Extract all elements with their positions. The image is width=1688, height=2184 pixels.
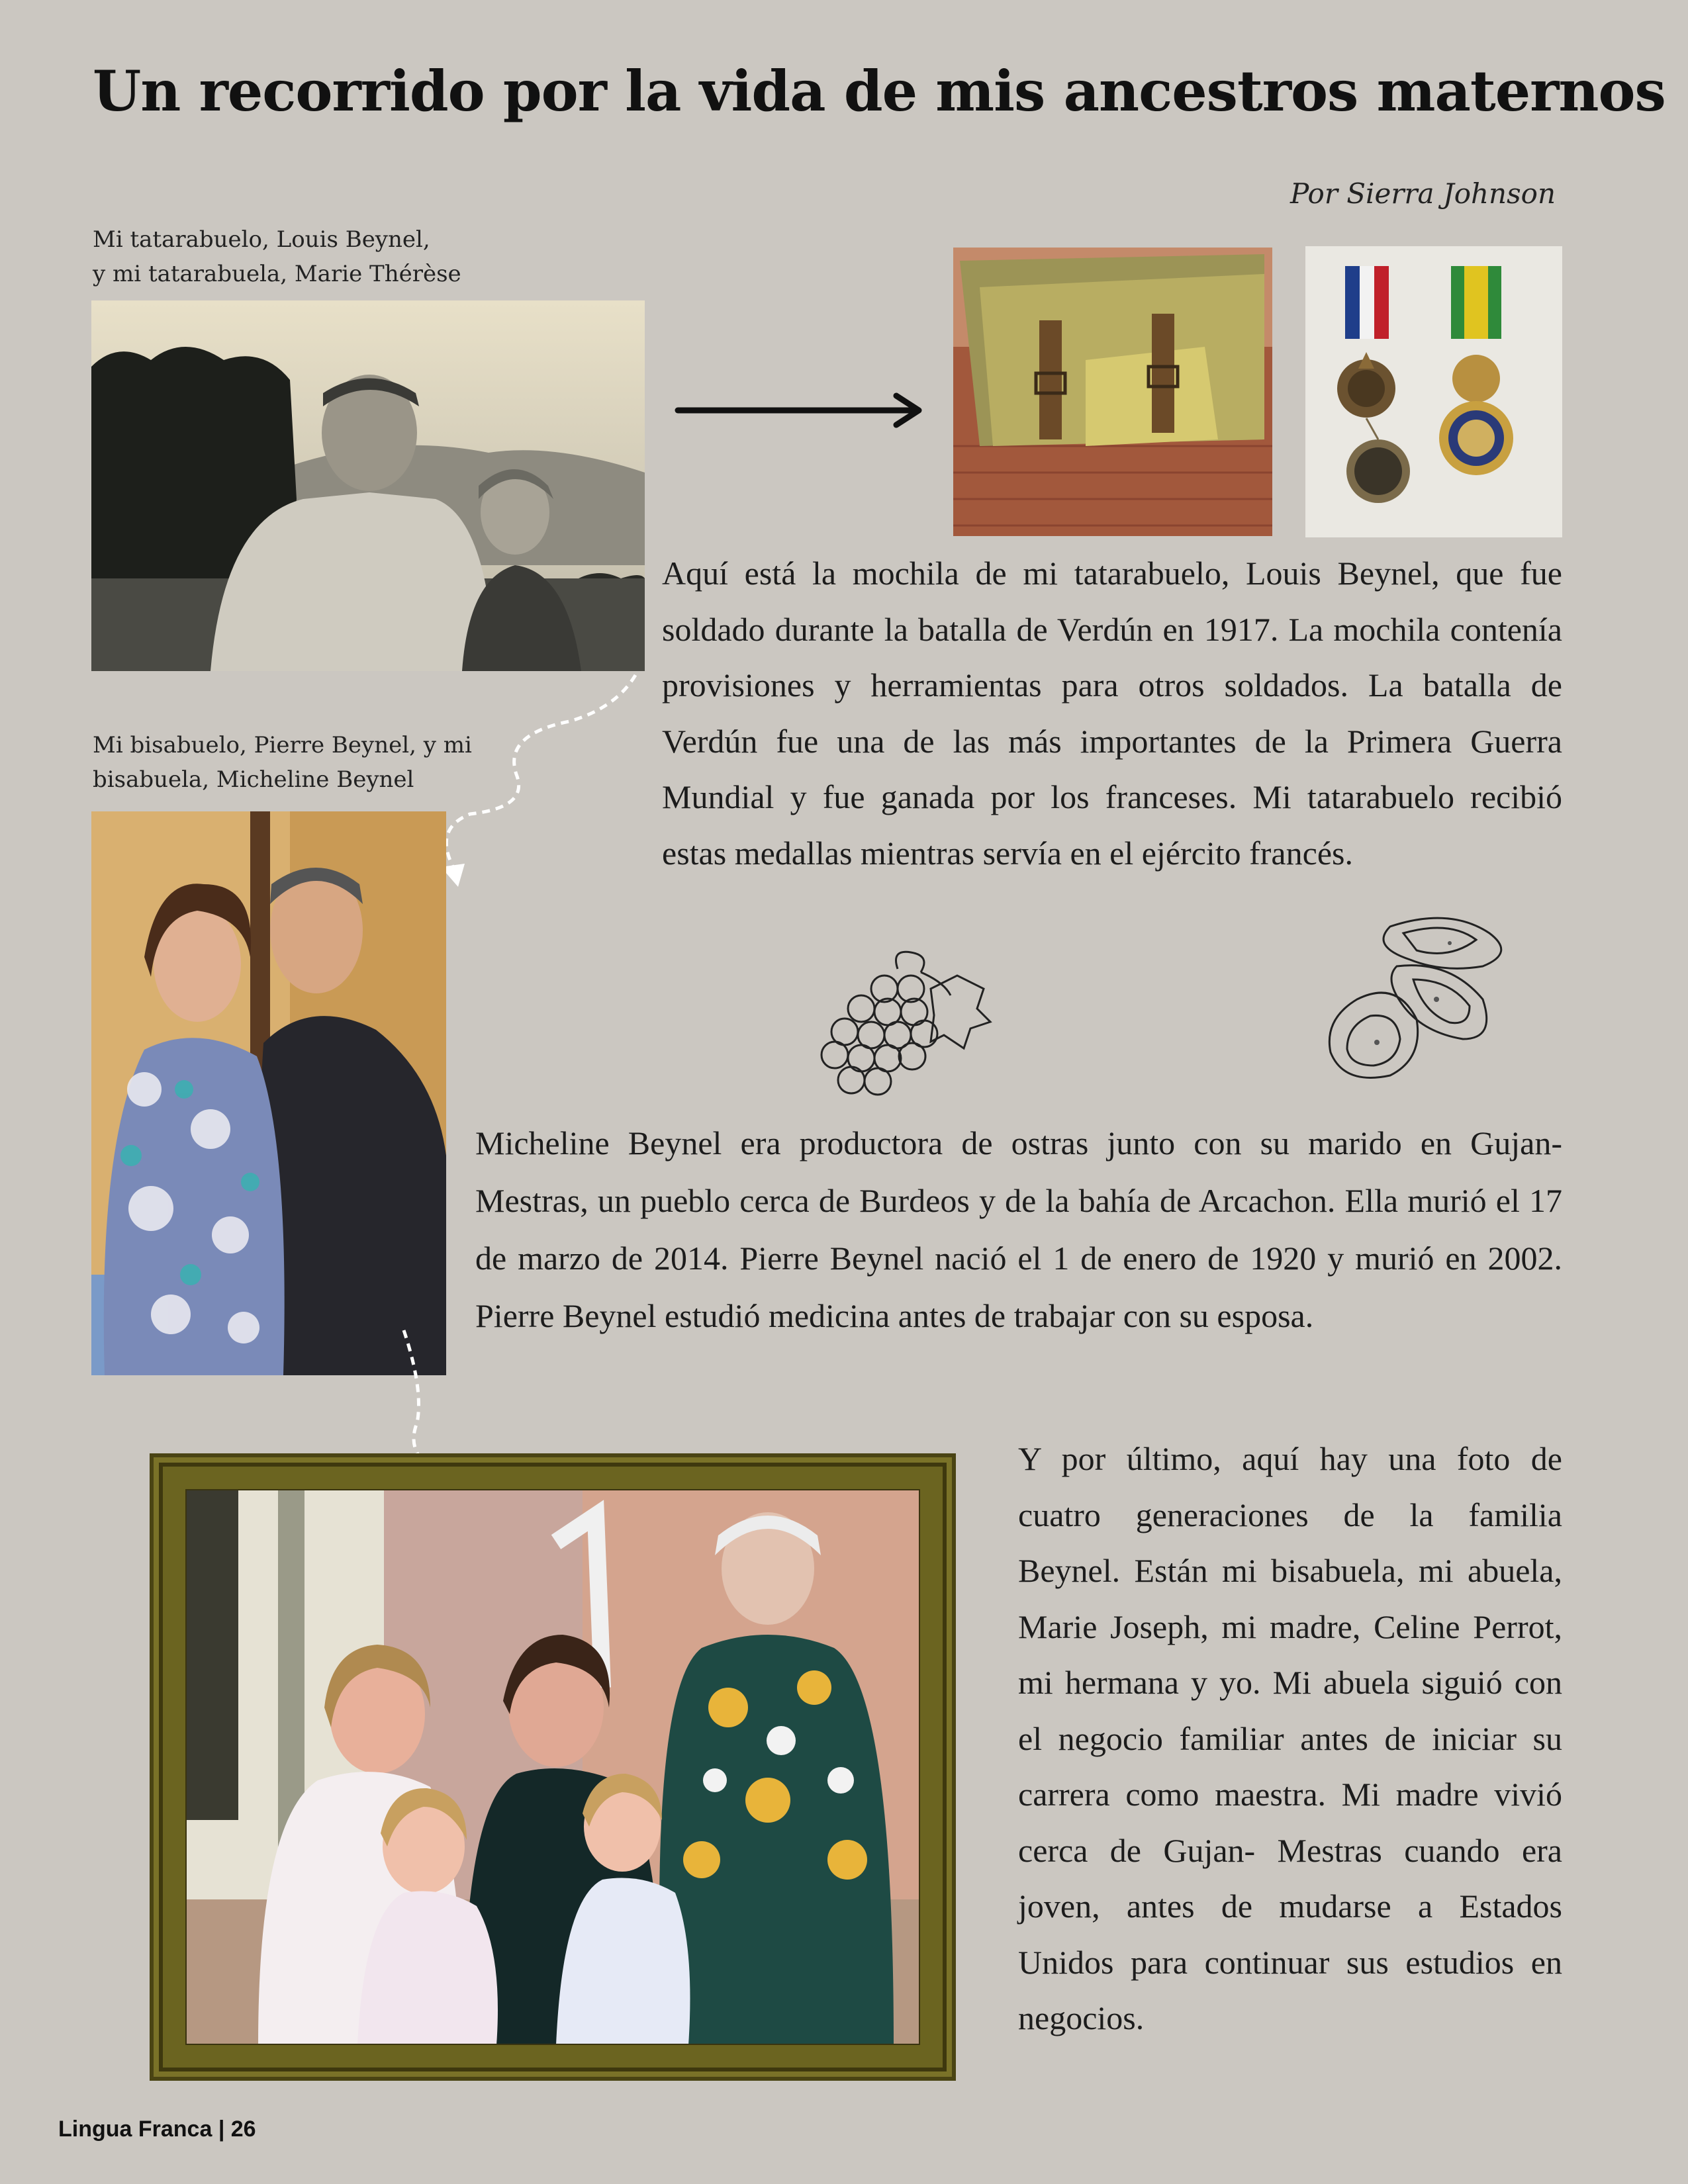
photo-medals <box>1305 246 1562 537</box>
page-footer: Lingua Franca | 26 <box>58 2116 256 2142</box>
dashed-arrow-icon <box>424 662 675 900</box>
paragraph-backpack: Aquí está la mochila de mi tatarabuelo, Louis Beynel, que fue soldado durante la batalla de Verdún en 1917. La mochila contenía provisiones y herramientas para otros soldados. La batalla de Verdún fue una de las más importantes de la Primera Guerra Mundial y fue ganada por los franceses. Mi tatarabuelo recibió estas medallas mientras servía en el ejército francés. <box>662 555 1562 872</box>
caption-great-grandparents <box>93 728 472 797</box>
caption-line: Mi bisabuelo, Pierre Beynel, y mi <box>93 732 472 758</box>
caption-line: bisabuela, Micheline Beynel <box>93 766 414 793</box>
paragraph-oysters: Micheline Beynel era productora de ostras junto con su marido en Gujan- Mestras, un pueblo cerca de Burdeos y de la bahía de Arcachon. Ella murió el 17 de marzo de 2014. Pierre Beynel nació el 1 de enero de 1920 y murió en 2002. Pierre Beynel estudió medicina antes de trabajar con su esposa. <box>475 1124 1562 1334</box>
photo-four-generations <box>185 1489 920 2045</box>
byline: Por Sierra Johnson <box>1290 177 1556 210</box>
photo-backpack <box>953 248 1272 536</box>
photo-frame <box>150 1453 956 2081</box>
arrow-right-icon <box>673 390 931 430</box>
caption-great-great-grandparents <box>93 222 461 291</box>
caption-line: y mi tatarabuela, Marie Thérèse <box>93 261 461 287</box>
oysters-icon <box>1317 907 1523 1085</box>
grapes-icon <box>798 942 997 1101</box>
page-title: Un recorrido por la vida de mis ancestros maternos <box>93 58 1665 124</box>
paragraph-four-generations: Y por último, aquí hay una foto de cuatro generaciones de la familia Beynel. Están mi bisabuela, mi abuela, Marie Joseph, mi madre, Celine Perrot, mi hermana y yo. Mi abuela siguió con el negocio familiar antes de iniciar su carrera como maestra. Mi madre vivió cerca de Gujan- Mestras cuando era joven, antes de mudarse a Estados Unidos para continuar sus estudios en negocios. <box>1018 1440 1562 2036</box>
caption-line: Mi tatarabuelo, Louis Beynel, <box>93 226 430 253</box>
photo-great-great-grandparents <box>91 300 645 671</box>
photo-great-grandparents <box>91 811 446 1375</box>
